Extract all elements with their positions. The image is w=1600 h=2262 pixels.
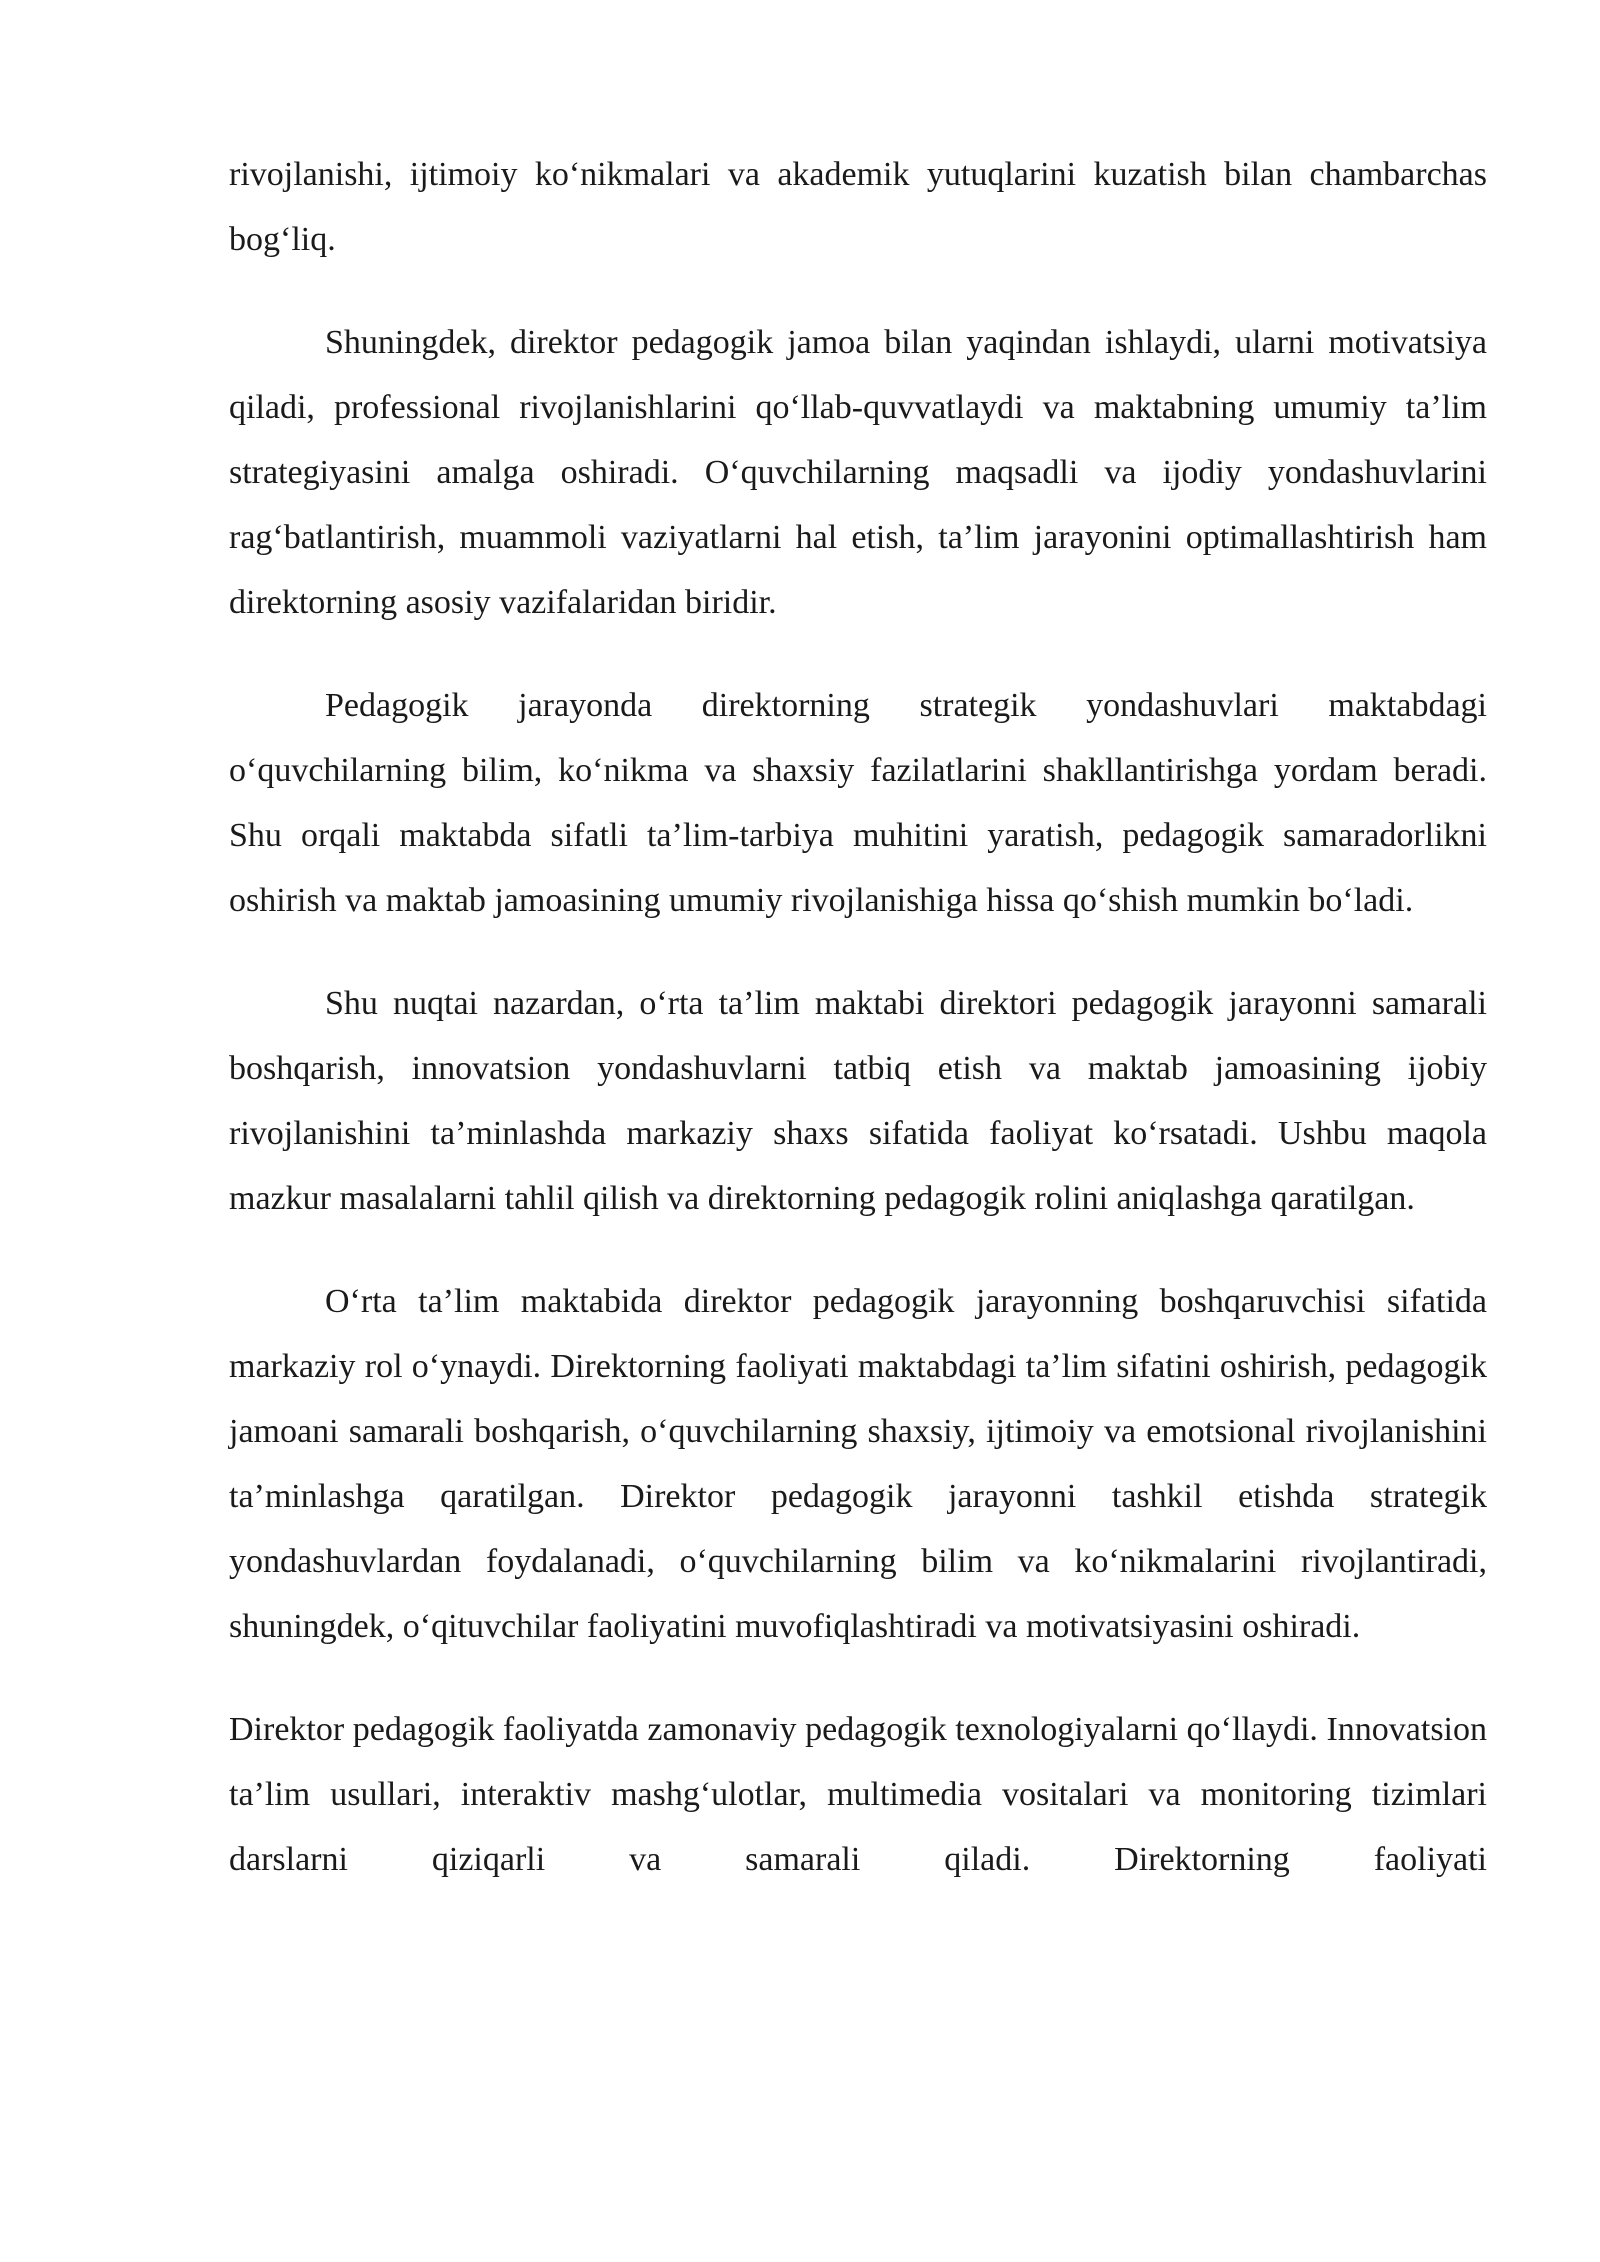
paragraph-4: Shu nuqtai nazardan, o‘rta ta’lim maktabi direktori pedagogik jarayonni samarali boshqarish, innovatsion yondashuvlarni tatbiq etish va maktab jamoasining ijobiy rivojlanishini ta’minlashda markaziy shaxs sifatida faoliyat ko‘rsatadi. Ushbu maqola mazkur masalalarni tahlil qilish va direktorning pedagogik rolini aniqlashga qaratilgan. bbox=[229, 985, 1487, 1217]
document-body bbox=[229, 142, 1487, 1930]
paragraph-2: Shuningdek, direktor pedagogik jamoa bilan yaqindan ishlaydi, ularni motivatsiya qiladi, professional rivojlanishlarini qo‘llab-quvvatlaydi va maktabning umumiy ta’lim strategiyasini amalga oshiradi. O‘quvchilarning maqsadli va ijodiy yondashuvlarini rag‘batlantirish, muammoli vaziyatlarni hal etish, ta’lim jarayonini optimallashtirish ham direktorning asosiy vazifalaridan biridir. bbox=[229, 324, 1487, 621]
paragraph-1: rivojlanishi, ijtimoiy ko‘nikmalari va akademik yutuqlarini kuzatish bilan chambarchas bog‘liq. bbox=[229, 156, 1487, 258]
paragraph-5: O‘rta ta’lim maktabida direktor pedagogik jarayonning boshqaruvchisi sifatida markaziy rol o‘ynaydi. Direktorning faoliyati maktabdagi ta’lim sifatini oshirish, pedagogik jamoani samarali boshqarish, o‘quvchilarning shaxsiy, ijtimoiy va emotsional rivojlanishini ta’minlashga qaratilgan. Direktor pedagogik jarayonni tashkil etishda strategik yondashuvlardan foydalanadi, o‘quvchilarning bilim va ko‘nikmalarini rivojlantiradi, shuningdek, o‘qituvchilar faoliyatini muvofiqlashtiradi va motivatsiyasini oshiradi. bbox=[229, 1283, 1487, 1645]
paragraph-6: Direktor pedagogik faoliyatda zamonaviy pedagogik texnologiyalarni qo‘llaydi. Innovatsion ta’lim usullari, interaktiv mashg‘ulotlar, multimedia vositalari va monitoring tizimlari darslarni qiziqarli va samarali qiladi. Direktorning faoliyati bbox=[229, 1711, 1487, 1878]
paragraph-3: Pedagogik jarayonda direktorning strategik yondashuvlari maktabdagi o‘quvchilarning bilim, ko‘nikma va shaxsiy fazilatlarini shakllantirishga yordam beradi. Shu orqali maktabda sifatli ta’lim-tarbiya muhitini yaratish, pedagogik samaradorlikni oshirish va maktab jamoasining umumiy rivojlanishiga hissa qo‘shish mumkin bo‘ladi. bbox=[229, 687, 1487, 919]
